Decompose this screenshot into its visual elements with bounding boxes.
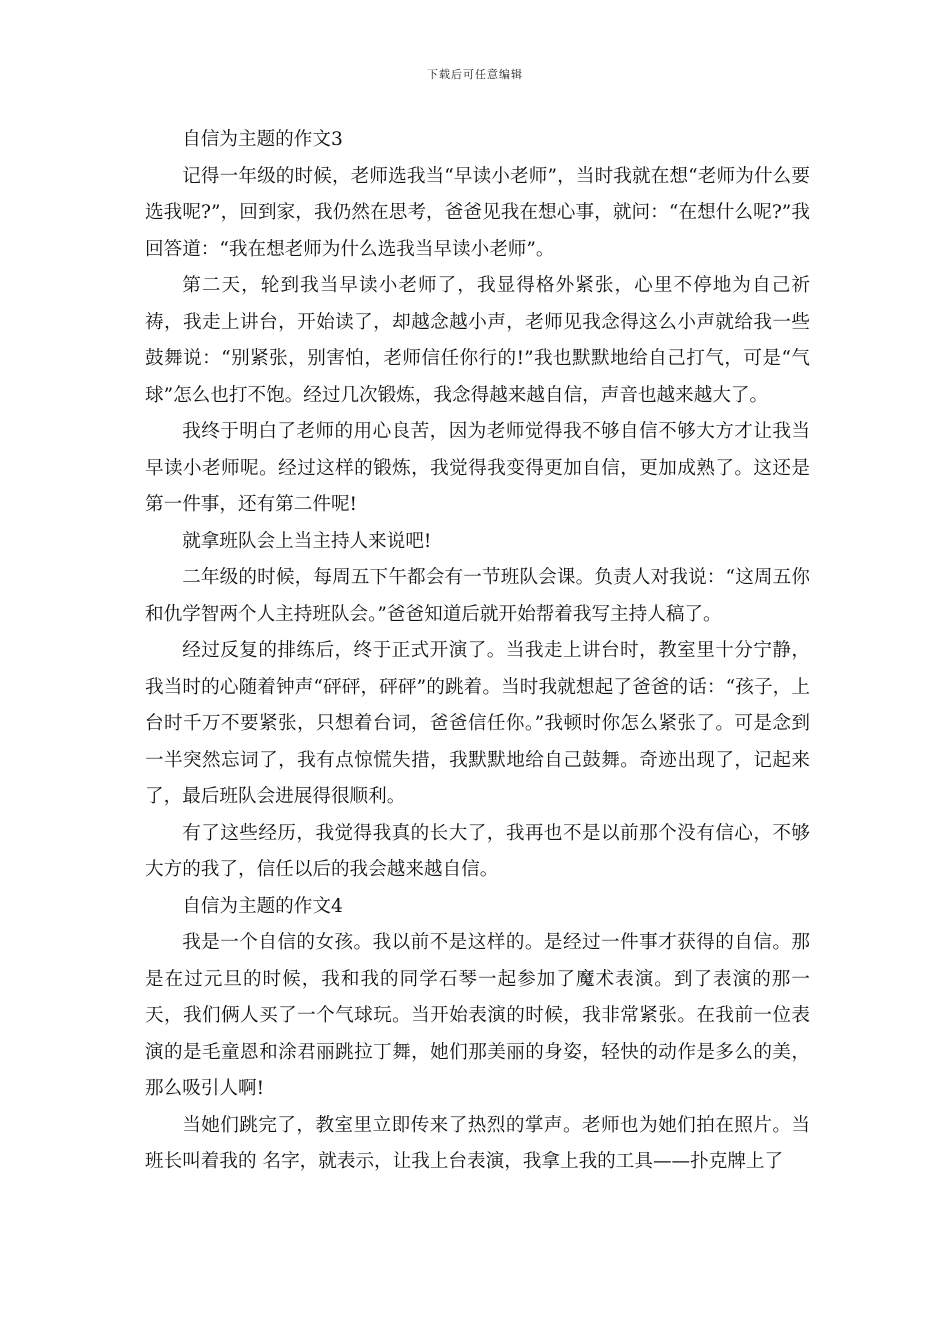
paragraph: 记得一年级的时候，老师选我当“早读小老师”，当时我就在想“老师为什么要选我呢?”，回到家，我仍然在思考，爸爸见我在想心事，就问：“在想什么呢?”我回答道：“我在想老师为什么选我当早读小老师”。 bbox=[145, 165, 810, 260]
paragraph: 有了这些经历，我觉得我真的长大了，我再也不是以前那个没有信心，不够大方的我了，信任以后的我会越来越自信。 bbox=[145, 822, 810, 880]
paragraph: 当她们跳完了，教室里立即传来了热烈的掌声。老师也为她们拍在照片。当班长叫着我的 名字，就表示，让我上台表演，我拿上我的工具——扑克牌上了 bbox=[145, 1114, 810, 1172]
document-body bbox=[145, 122, 810, 1181]
paragraph: 就拿班队会上当主持人来说吧! bbox=[182, 530, 432, 552]
page-header: 下载后可任意编辑 bbox=[427, 68, 523, 81]
essay-title-3: 自信为主题的作文3 bbox=[182, 129, 343, 150]
paragraph: 我终于明白了老师的用心良苦，因为老师觉得我不够自信不够大方才让我当早读小老师呢。经过这样的锻炼，我觉得我变得更加自信，更加成熟了。这还是第一件事，还有第二件呢! bbox=[145, 421, 810, 515]
essay-title-4: 自信为主题的作文4 bbox=[182, 895, 343, 917]
paragraph: 第二天，轮到我当早读小老师了，我显得格外紧张，心里不停地为自己祈祷，我走上讲台，开始读了，却越念越小声，老师见我念得这么小声就给我一些鼓舞说：“别紧张，别害怕，老师信任你行的!”我也默默地给自己打气，可是“气球”怎么也打不饱。经过几次锻炼，我念得越来越自信，声音也越来越大了。 bbox=[145, 275, 810, 406]
paragraph: 我是一个自信的女孩。我以前不是这样的。是经过一件事才获得的自信。那是在过元旦的时候，我和我的同学石琴一起参加了魔术表演。到了表演的那一天，我们俩人买了一个气球玩。当开始表演的时候，我非常紧张。在我前一位表演的是毛童恩和涂君丽跳拉丁舞，她们那美丽的身姿，轻快的动作是多么的美，那么吸引人啊! bbox=[145, 932, 810, 1099]
paragraph: 经过反复的排练后，终于正式开演了。当我走上讲台时，教室里十分宁静，我当时的心随着钟声“砰砰，砰砰”的跳着。当时我就想起了爸爸的话：“孩子，上台时千万不要紧张，只想着台词，爸爸信任你。”我顿时你怎么紧张了。可是念到一半突然忘词了，我有点惊慌失措，我默默地给自己鼓舞。奇迹出现了，记起来了，最后班队会进展得很顺利。 bbox=[145, 640, 810, 807]
paragraph: 二年级的时候，每周五下午都会有一节班队会课。负责人对我说：“这周五你和仇学智两个人主持班队会。”爸爸知道后就开始帮着我写主持人稿了。 bbox=[145, 567, 810, 625]
